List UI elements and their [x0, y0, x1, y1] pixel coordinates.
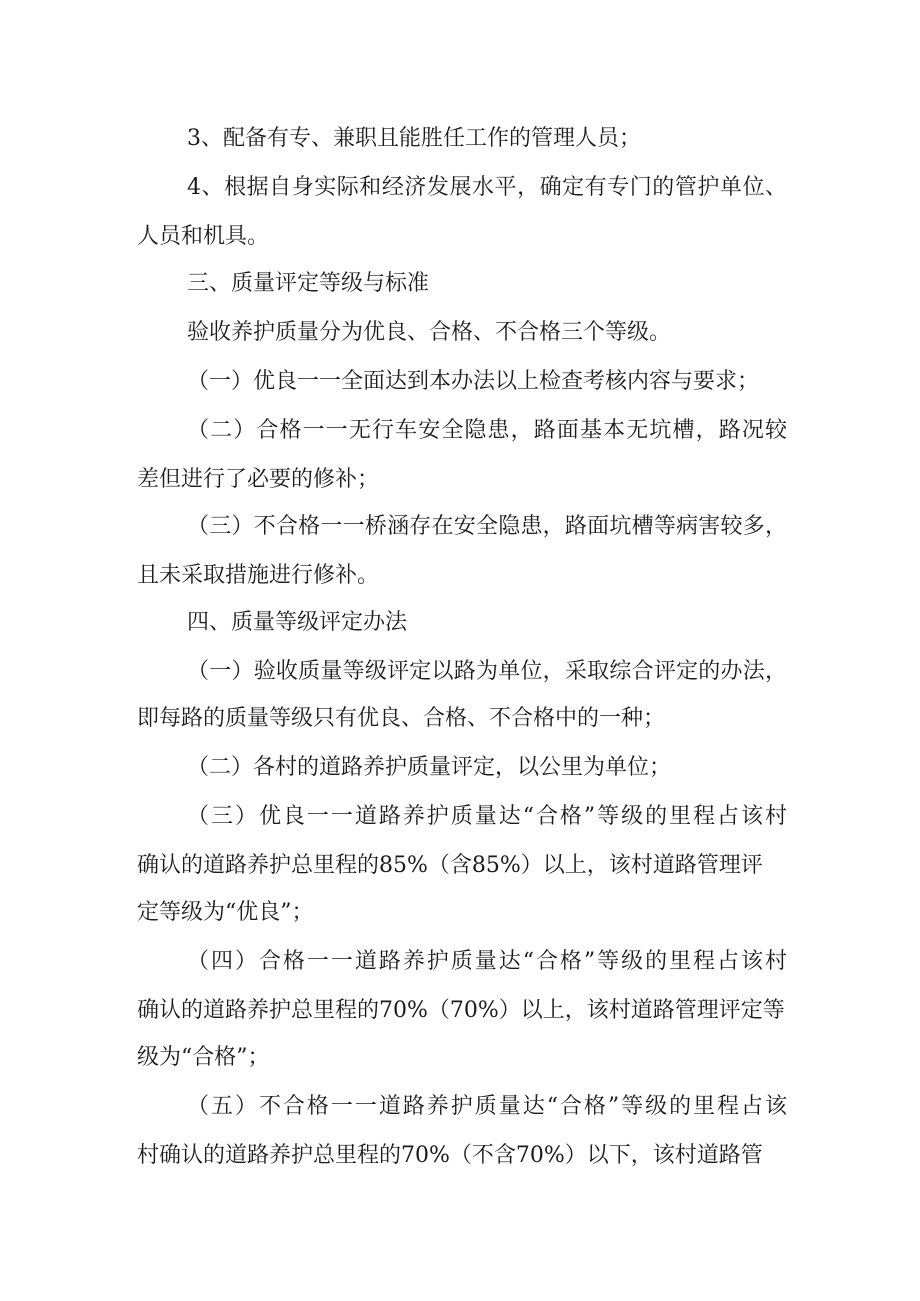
method-1-line-2: 即每路的质量等级只有优良、合格、不合格中的一种； [137, 706, 666, 731]
list-item-4-line-1: 4、根据自身实际和经济发展水平，确定有专门的管护单位、 [187, 175, 787, 200]
method-3-line-3: 定等级为“优良”； [137, 900, 314, 925]
method-4-line-1: （四）合格一一道路养护质量达“合格”等级的里程占该村 [187, 949, 787, 974]
list-item-3: 3、配备有专、兼职且能胜任工作的管理人员； [187, 126, 641, 151]
method-2: （二）各村的道路养护质量评定，以公里为单位； [187, 755, 672, 780]
method-4-line-2: 确认的道路养护总里程的70%（70%）以上，该村道路管理评定等 [137, 998, 785, 1023]
method-5-line-1: （五）不合格一一道路养护质量达“合格”等级的里程占该 [187, 1094, 787, 1119]
method-4-line-3: 级为“合格”； [137, 1045, 270, 1070]
method-3-line-1: （三）优良一一道路养护质量达“合格”等级的里程占该村 [187, 804, 787, 829]
method-1-line-1: （一）验收质量等级评定以路为单位，采取综合评定的办法， [187, 659, 787, 684]
section-heading-3: 三、质量评定等级与标准 [187, 271, 430, 296]
grade-fail-line-2: 且未采取措施进行修补。 [137, 563, 380, 588]
list-item-4-line-2: 人员和机具。 [137, 224, 270, 249]
grade-excellent: （一）优良一一全面达到本办法以上检查考核内容与要求； [187, 369, 760, 394]
grade-pass-line-2: 差但进行了必要的修补； [137, 467, 380, 492]
grade-fail-line-1: （三）不合格一一桥涵存在安全隐患，路面坑槽等病害较多， [187, 514, 787, 539]
method-5-line-2: 村确认的道路养护总里程的70%（不含70%）以下，该村道路管 [137, 1143, 763, 1168]
method-3-line-2: 确认的道路养护总里程的85%（含85%）以上，该村道路管理评 [137, 853, 763, 878]
grade-pass-line-1: （二）合格一一无行车安全隐患，路面基本无坑槽，路况较 [187, 418, 787, 443]
paragraph-grades: 验收养护质量分为优良、合格、不合格三个等级。 [187, 320, 672, 345]
section-heading-4: 四、质量等级评定办法 [187, 610, 408, 635]
